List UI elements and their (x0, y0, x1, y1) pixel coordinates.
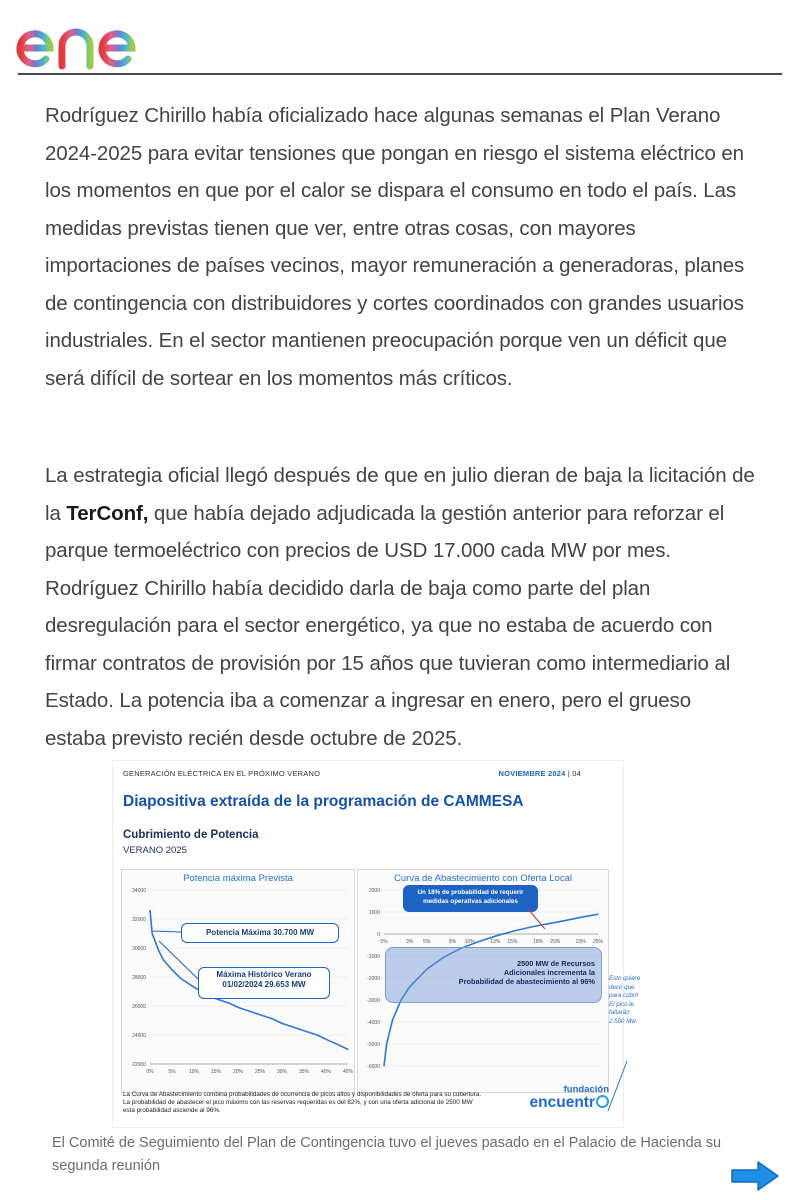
y-tick-label: 2000 (368, 888, 380, 894)
footnote-line: La Curva de Abastecimiento combina probabilidades de ocurrencia de picos altos y disponibilidades de oferta para su cobertura. (123, 1091, 482, 1098)
annotation-lines (113, 761, 623, 1127)
brand-big-text: encuentr (529, 1094, 595, 1111)
y-tick-label: 28000 (132, 975, 146, 981)
y-tick-label: -6000 (367, 1064, 380, 1070)
brand-small-text: fundación (563, 1084, 609, 1095)
slide-title: Diapositiva extraída de la programación de CAMMESA (123, 793, 524, 810)
footnote-line: esta probabilidad asciende al 96%. (123, 1107, 221, 1114)
x-tick-label: 15% (210, 1069, 222, 1075)
side-note: Esto quiere decir que para cubrir El pico le faltarán 2.500 Mw (609, 975, 641, 1025)
x-tick-label: 20% (550, 939, 561, 945)
x-tick-label: 5% (168, 1069, 176, 1075)
x-tick-label: 35% (298, 1069, 310, 1075)
callout-line: Un 18% de probabilidad de requerir (417, 889, 524, 896)
leader-line (608, 1061, 627, 1111)
callout-line: Máxima Histórico Verano (216, 970, 312, 979)
y-tick-label: 30000 (132, 946, 146, 952)
slide-subtitle: Cubrimiento de Potencia (123, 829, 259, 841)
x-tick-label: 15% (507, 939, 518, 945)
arrow-right-icon[interactable] (730, 1160, 780, 1192)
paragraph-text: que había dejado adjudicada la gestión anterior para reforzar el parque termoeléctrico con precios de USD 17.000 cada MW por mes. Rodríguez Chirillo había decidido darla de baja como parte del plan desregulación para el sector energético, ya que no estaba de acuerdo con firmar contratos de provisión por 15 años que tuvieran como intermediario al Estado. La potencia iba a comenzar a ingresar en enero, pero el grueso estaba previsto recién desde octubre de 2025. (45, 501, 731, 750)
y-tick-label: 26000 (132, 1004, 146, 1010)
chart-title: Curva de Abastecimiento con Oferta Local (394, 873, 572, 884)
cammesa-slide-image (112, 760, 641, 1128)
y-tick-label: -2000 (367, 976, 380, 982)
x-tick-label: 3% (406, 939, 414, 945)
slide-section-label: GENERACIÓN ELÉCTRICA EN EL PRÓXIMO VERANO (123, 769, 321, 778)
callout-line: Probabilidad de abastecimiento al 96% (458, 977, 595, 986)
slide-page: 04 (572, 769, 581, 778)
x-tick-label: 23% (575, 939, 586, 945)
y-tick-label: -5000 (367, 1042, 380, 1048)
slide-date-text: NOVIEMBRE 2024 (498, 769, 566, 778)
header-divider (18, 73, 782, 75)
brand-o-icon (596, 1095, 609, 1108)
y-tick-label: -1000 (367, 954, 380, 960)
slide-season: VERANO 2025 (123, 845, 187, 856)
x-tick-label: 10% (464, 939, 475, 945)
article-paragraph-1: Rodríguez Chirillo había oficializado hace algunas semanas el Plan Verano 2024-2025 para evitar tensiones que pongan en riesgo el sistema eléctrico en los momentos en que por el calor se dispara el consumo en todo el país. Las medidas previstas tienen que ver, entre otras cosas, con mayores importaciones de países vecinos, mayor remuneración a generadoras, planes de contingencia con distribuidores y cortes coordinados con grandes usuarios industriales. En el sector mantienen preocupación porque ven un déficit que será difícil de sortear en los momentos más críticos. (45, 104, 745, 390)
callout-potencia-maxima: Potencia Máxima 30.700 MW (181, 923, 339, 943)
x-tick-label: 0% (380, 939, 388, 945)
fundacion-encuentro-logo (530, 1085, 609, 1111)
y-tick-label: -4000 (367, 1020, 380, 1026)
x-tick-label: 30% (276, 1069, 288, 1075)
site-header (0, 0, 800, 76)
callout-line: 01/02/2024 29.653 MW (222, 980, 306, 989)
y-tick-label: 1000 (368, 910, 380, 916)
slide-sep: | (565, 769, 573, 778)
callout-line: Adicionales incrementa la (503, 968, 595, 977)
footnote-line: La probabilidad de abastecer el pico máximo con las reservas requeridas es del 82%, y con una oferta adicional de 2500 MW (123, 1099, 473, 1106)
callout-line: medidas operativas adicionales (423, 898, 518, 905)
x-tick-label: 5% (423, 939, 431, 945)
x-tick-label: 18% (533, 939, 544, 945)
x-tick-label: 13% (490, 939, 501, 945)
x-tick-label: 40% (320, 1069, 332, 1075)
leader-line (159, 941, 198, 979)
y-tick-label: 24000 (132, 1033, 146, 1039)
callout-line: 2500 MW de Recursos (516, 959, 595, 968)
brand-big-wrap (530, 1095, 609, 1111)
y-tick-label: -3000 (367, 998, 380, 1004)
image-caption: El Comité de Seguimiento del Plan de Contingencia tuvo el jueves pasado en el Palacio de Hacienda su segunda reunión (52, 1135, 722, 1174)
leader-line (153, 931, 181, 932)
paragraph-text: La estrategia oficial llegó después de que en julio dieran de baja la licitación de la (45, 464, 755, 525)
y-tick-label: 34000 (132, 888, 146, 894)
y-tick-label: 32000 (132, 917, 146, 923)
y-tick-label: 22000 (132, 1062, 146, 1068)
x-tick-label: 45% (342, 1069, 354, 1075)
bold-term-terconf: TerConf, (66, 501, 149, 525)
y-tick-label: 0 (377, 932, 380, 938)
enel-logo[interactable] (16, 8, 186, 70)
x-tick-label: 10% (188, 1069, 200, 1075)
x-tick-label: 25% (254, 1069, 266, 1075)
leader-line (528, 909, 545, 929)
article-paragraph-2 (45, 457, 755, 757)
x-tick-label: 8% (448, 939, 457, 945)
slide-footnote (123, 1091, 523, 1115)
x-tick-label: 25% (592, 939, 604, 945)
x-tick-label: 20% (232, 1069, 244, 1075)
chart-title: Potencia máxima Prevista (183, 873, 293, 884)
x-tick-label: 0% (146, 1069, 154, 1075)
